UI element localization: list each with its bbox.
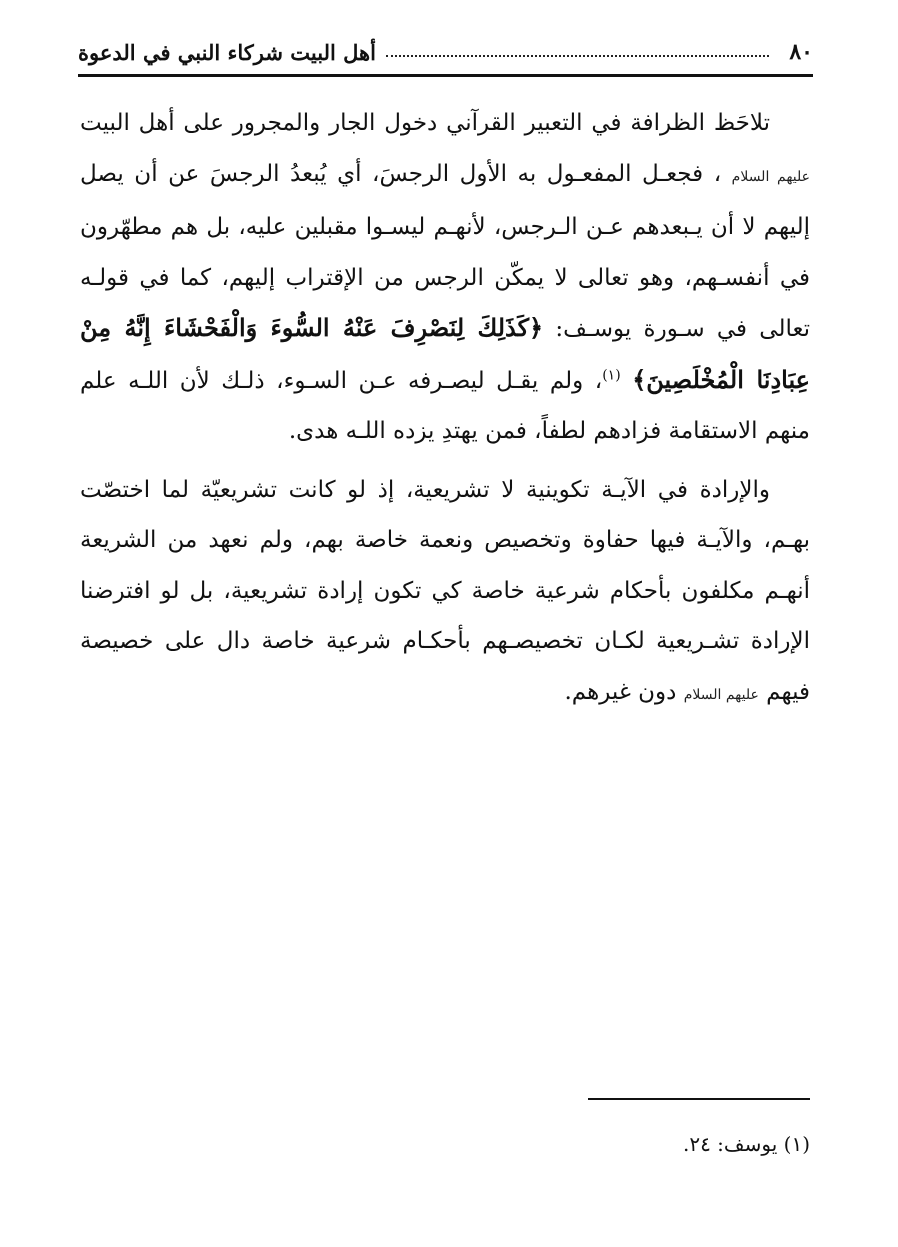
footnote-reference: (١) bbox=[602, 366, 621, 383]
paragraph-1 bbox=[80, 98, 810, 457]
header-dot-leader bbox=[386, 55, 769, 57]
paragraph-1-part-a: تلاحَظ الظرافة في التعبير القرآني دخول الجار والمجرور على أهل البيت bbox=[80, 110, 770, 136]
footnote: (١) يوسف: ٢٤. bbox=[682, 1132, 810, 1156]
running-header bbox=[78, 30, 813, 74]
paragraph-1-part-c: ، ولم يقـل ليصـرفه عـن السـوء، ذلـك لأن اللـه علم منهم الاستقامة فزادهم لطفاً، فمن يهتدِ يزده اللـه هدى. bbox=[80, 367, 810, 444]
footnote-separator bbox=[588, 1098, 810, 1100]
running-title: أهل البيت شركاء النبي في الدعوة bbox=[78, 39, 376, 65]
quran-verse: ﴿كَذَلِكَ لِنَصْرِفَ عَنْهُ السُّوءَ وَالْفَحْشَاءَ إِنَّهُ مِنْ عِبَادِنَا الْمُخْلَصِينَ﴾ bbox=[80, 313, 811, 394]
paragraph-1-part-b: ، فجعـل المفعـول به الأول الرجسَ، أي يُبعدُ الرجسَ عن أن يصل إليهم لا أن يـبعدهم عـن الـرجس، لأنهـم ليسـوا مقبلين عليه، بل هم مطهّرون في أنفسـهم، وهو تعالى لا يمكّن الرجس من الإقتراب إليهم، كما في قولـه تعالى في سـورة يوسـف: bbox=[80, 160, 810, 342]
paragraph-2 bbox=[80, 465, 810, 721]
page-number: ٨٠ bbox=[789, 39, 813, 65]
honorific-symbol: عليهم السلام bbox=[683, 686, 759, 703]
paragraph-2-part-a: والإرادة في الآيـة تكوينية لا تشريعية، إذ لو كانت تشريعيّة لما اختصّت بهـم، والآيـة فيها حفاوة وتخصيص ونعمة خاصة بهم، ولم نعهد من الشريعة أنهـم مكلفون بأحكام شرعية خاصة كي تكون إرادة تشريعية، بل لو افترضنا الإرادة تشـريعية لكـان تخصيصـهم بأحكـام شرعية خاصة دال على خصيصة فيهم bbox=[80, 476, 811, 705]
paragraph-2-part-b: دون غيرهم. bbox=[564, 678, 677, 705]
header-rule bbox=[78, 74, 813, 77]
honorific-symbol: عليهم السلام bbox=[731, 168, 810, 185]
main-text bbox=[80, 98, 810, 720]
